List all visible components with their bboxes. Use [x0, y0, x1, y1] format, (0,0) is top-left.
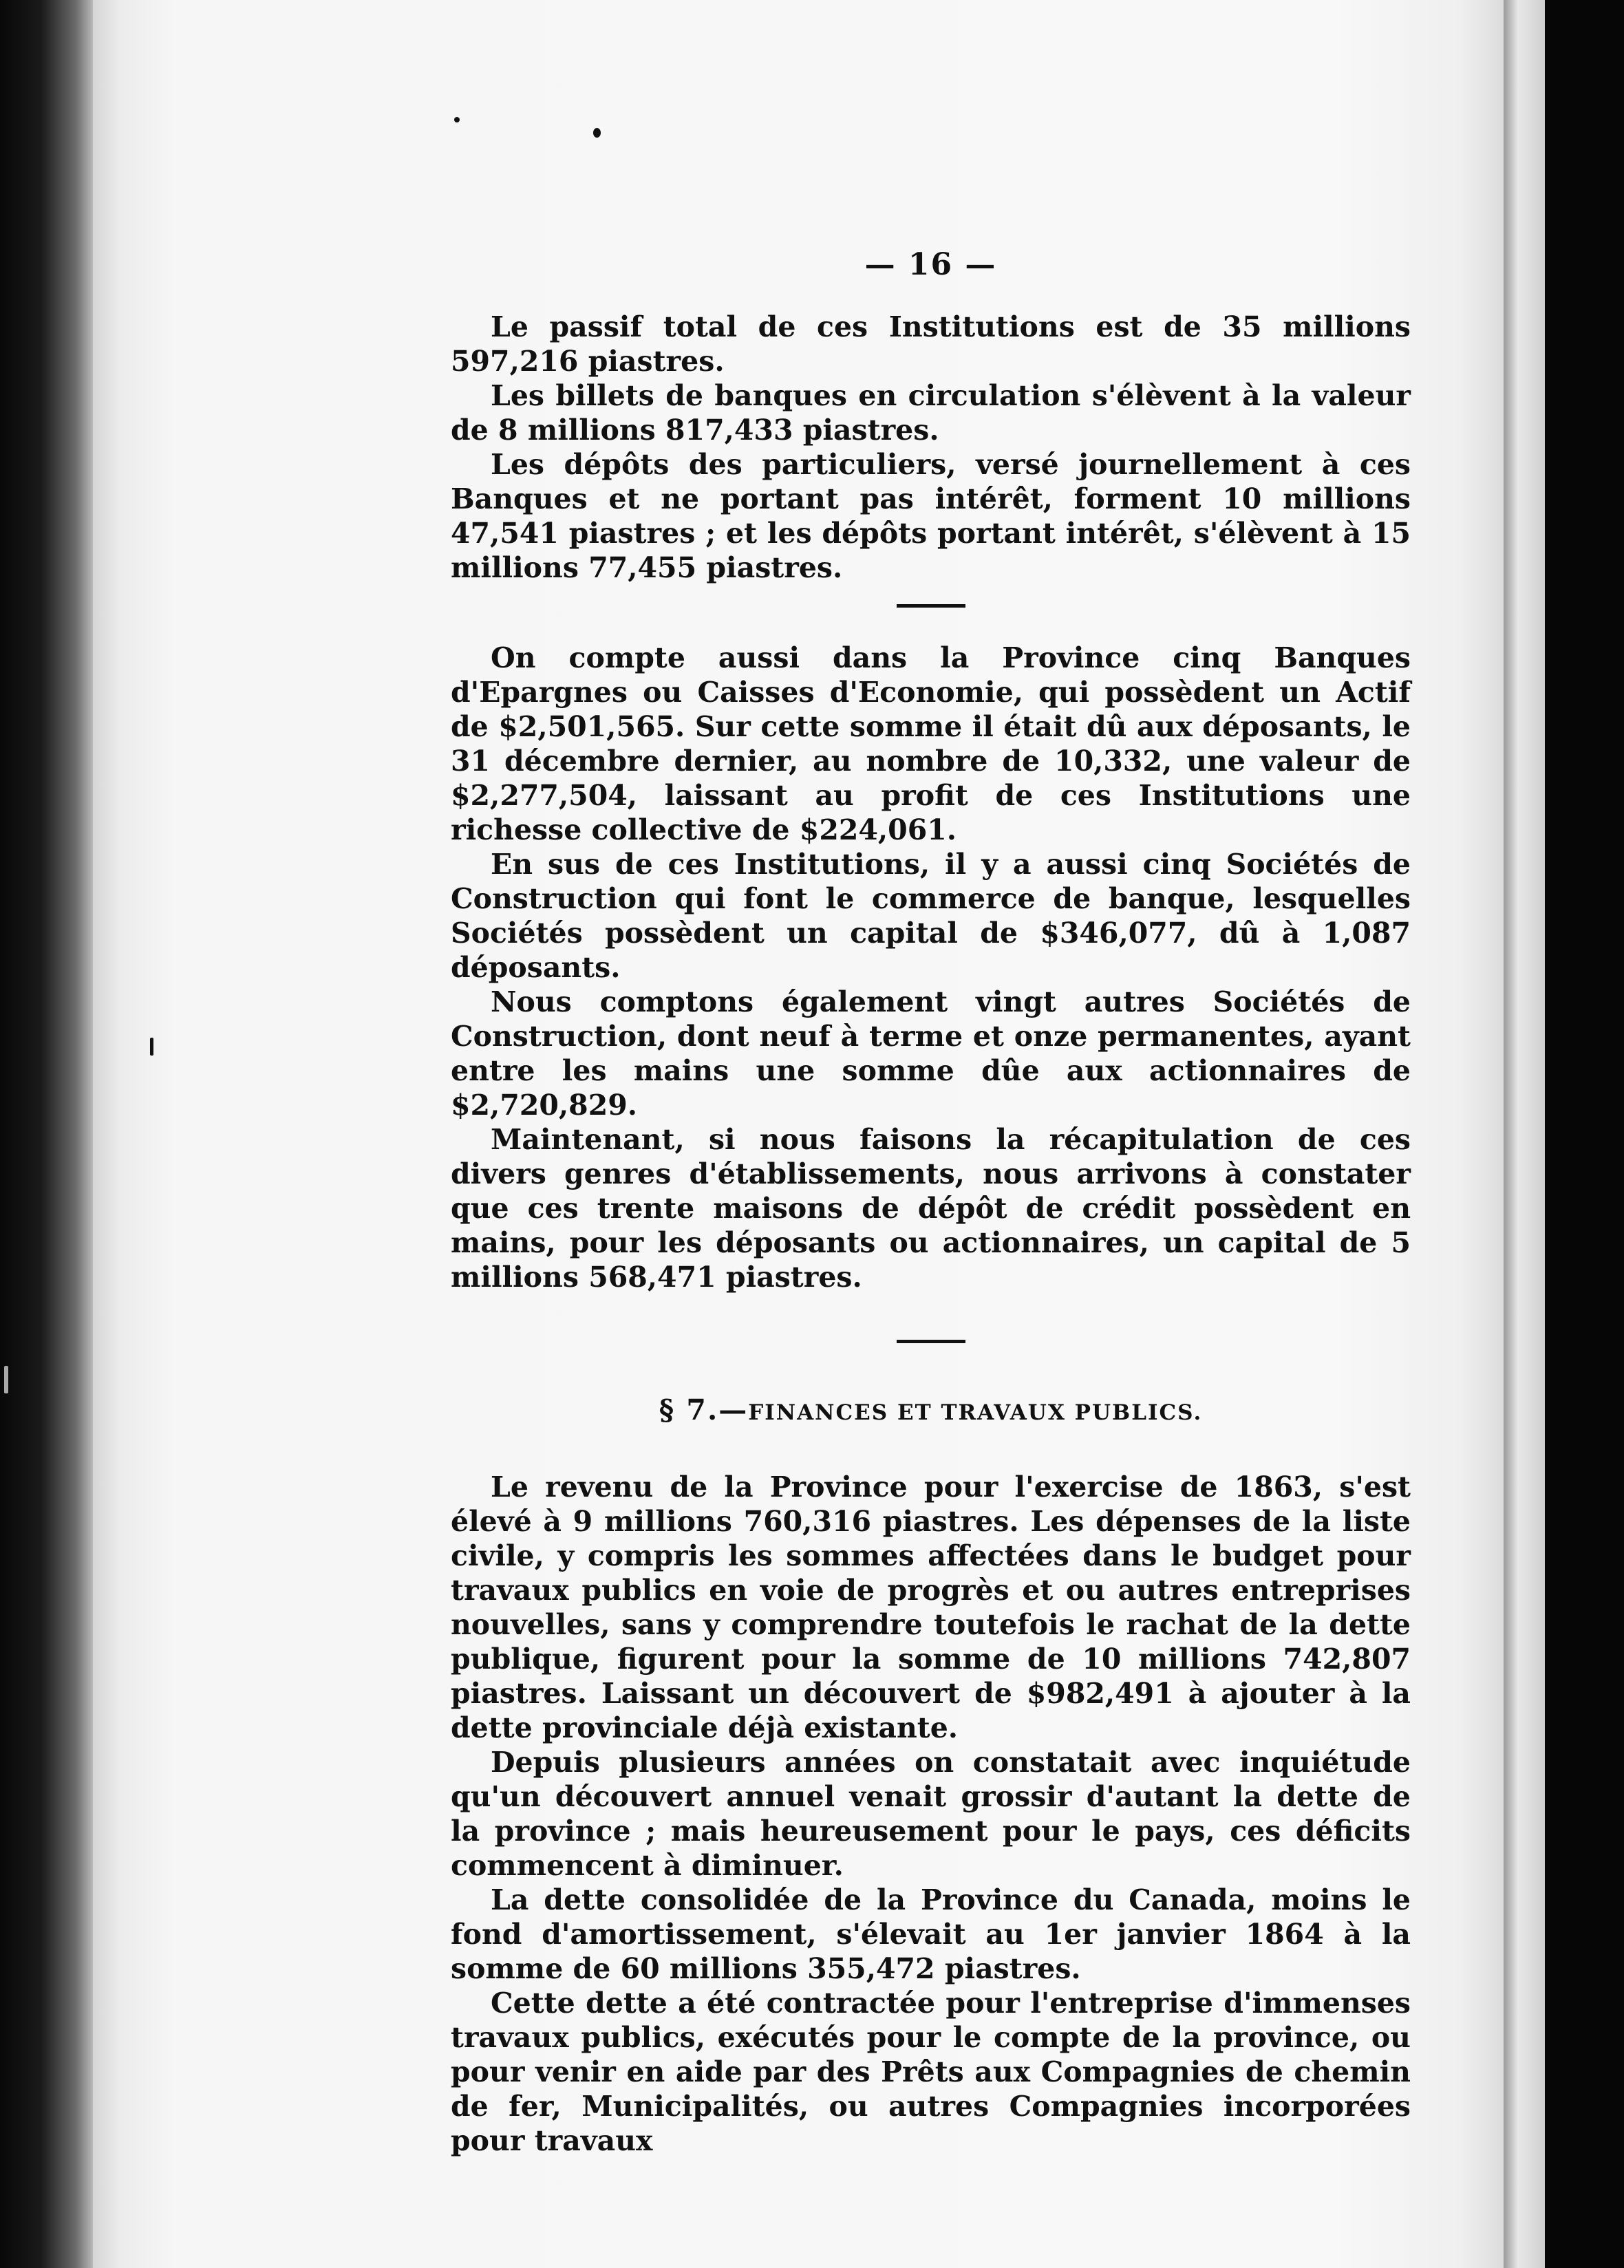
- separator-rule: [897, 604, 965, 608]
- ink-speck: [454, 117, 460, 122]
- ink-speck: [593, 128, 601, 138]
- top-paragraphs: [451, 310, 1411, 585]
- page-content: [451, 248, 1411, 2158]
- right-dark-border: [1545, 0, 1624, 2268]
- paragraph: En sus de ces Institutions, il y a aussi cinq Sociétés de Construction qui font le commerce de banque, lesquelles Sociétés possèdent un capital de $346,077, dû à 1,087 déposants.: [451, 848, 1411, 984]
- paragraph: Le passif total de ces Institutions est de 35 millions 597,216 piastres.: [451, 310, 1411, 378]
- page-number: — 16 —: [864, 247, 997, 282]
- section-heading: [451, 1393, 1411, 1430]
- paragraph: Depuis plusieurs années on constatait avec inquiétude qu'un découvert annuel venait grossir d'autant la dette de la province ; mais heureusement pour le pays, ces déficits commencent à diminuer.: [451, 1746, 1411, 1882]
- left-gutter-shadow: [0, 0, 93, 2268]
- paragraph: La dette consolidée de la Province du Canada, moins le fond d'amortissement, s'élevait au 1er janvier 1864 à la somme de 60 millions 355,472 piastres.: [451, 1883, 1411, 1985]
- ink-speck: [4, 1366, 8, 1393]
- paragraph: Nous comptons également vingt autres Sociétés de Construction, dont neuf à terme et onze permanentes, ayant entre les mains une somme dûe aux actionnaires de $2,720,829.: [451, 985, 1411, 1122]
- section-symbol: § 7.—: [659, 1393, 749, 1426]
- section-title-text: FINANCES ET TRAVAUX PUBLICS.: [748, 1400, 1203, 1425]
- paragraph: Les dépôts des particuliers, versé journellement à ces Banques et ne portant pas intérêt, forment 10 millions 47,541 piastres ; et les dépôts portant intérêt, s'élèvent à 15 millions 77,455 piastres.: [451, 448, 1411, 584]
- ink-speck: [150, 1038, 153, 1056]
- paragraph: Cette dette a été contractée pour l'entreprise d'immenses travaux publics, exécutés pour le compte de la province, ou pour venir en aide par des Prêts aux Compagnies de chemin de fer, Municipalités, ou autres Compagnies incorporées pour travaux: [451, 1987, 1411, 2157]
- paragraph: Les billets de banques en circulation s'élèvent à la valeur de 8 millions 817,433 piastres.: [451, 379, 1411, 447]
- right-page-edge: [1504, 0, 1545, 2268]
- bottom-paragraphs: [451, 1470, 1411, 2158]
- paragraph: Maintenant, si nous faisons la récapitulation de ces divers genres d'établissements, nous arrivons à constater que ces trente maisons de dépôt de crédit possèdent en mains, pour les déposants ou actionnaires, un capital de 5 millions 568,471 piastres.: [451, 1123, 1411, 1294]
- paragraph: On compte aussi dans la Province cinq Banques d'Epargnes ou Caisses d'Economie, qui possèdent un Actif de $2,501,565. Sur cette somme il était dû aux déposants, le 31 décembre dernier, au nombre de 10,332, une valeur de $2,277,504, laissant au profit de ces Institutions une richesse collective de $224,061.: [451, 641, 1411, 846]
- middle-paragraphs: [451, 641, 1411, 1294]
- section-separator-rule: [897, 1340, 965, 1343]
- paragraph: Le revenu de la Province pour l'exercise de 1863, s'est élevé à 9 millions 760,316 piastres. Les dépenses de la liste civile, y compris les sommes affectées dans le budget pour travaux publics en voie de progrès et ou autres entreprises nouvelles, sans y comprendre toutefois le rachat de la dette publique, figurent pour la somme de 10 millions 742,807 piastres. Laissant un découvert de $982,491 à ajouter à la dette provinciale déjà existante.: [451, 1470, 1411, 1744]
